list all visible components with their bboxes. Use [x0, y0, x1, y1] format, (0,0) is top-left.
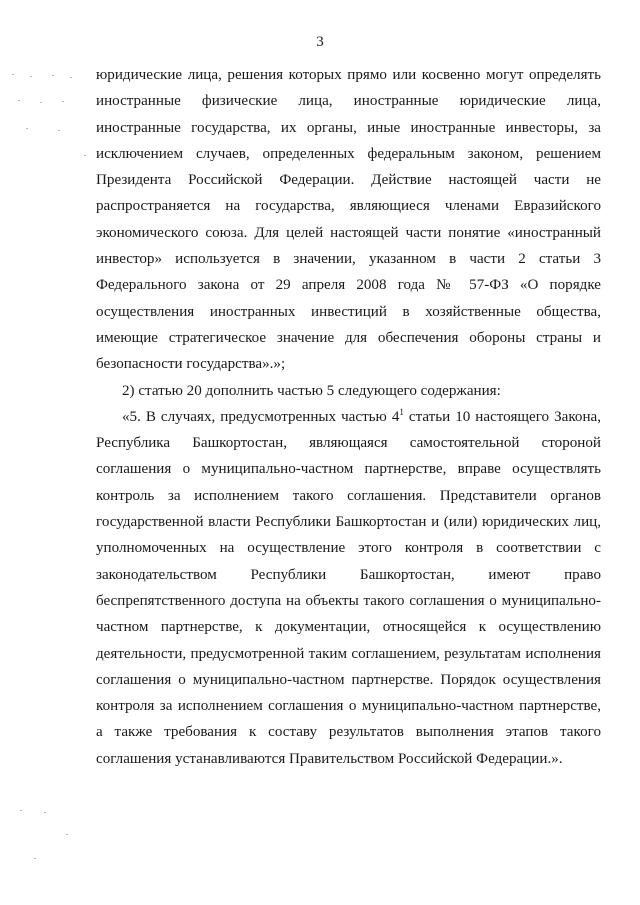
- text-segment: статьи 10 настоящего Закона,: [403, 408, 601, 425]
- text-line: Президента Российской Федерации. Действие настоящей части не: [96, 172, 601, 189]
- scan-speck: [84, 155, 86, 156]
- text-line: иностранные физические лица, иностранные юридические лица,: [96, 93, 601, 110]
- scan-speck: [26, 128, 28, 129]
- scan-speck: [12, 74, 14, 75]
- scan-speck: [52, 75, 54, 76]
- text-line: распространяется на государства, являющиеся членами Евразийского: [96, 198, 601, 215]
- text-line: экономического союза. Для целей настоящей части понятие «иностранный: [96, 224, 601, 241]
- scan-speck: [58, 130, 60, 131]
- text-line: соглашения о муниципально-частном партнерстве, вправе осуществлять: [96, 461, 601, 478]
- text-line: частном партнерстве, к документации, относящейся к осуществлению: [96, 619, 601, 636]
- superscript: 1: [399, 406, 404, 417]
- scan-speck: [44, 812, 46, 813]
- scan-speck: [70, 77, 72, 78]
- paragraph-amendment-item-2: [96, 378, 601, 404]
- text-line: беспрепятственного доступа на объекты такого соглашения о муниципально-: [96, 592, 601, 609]
- text-line: Республика Башкортостан, являющаяся самостоятельной стороной: [96, 435, 601, 452]
- text-line: а также требования к составу результатов выполнения этапов такого: [96, 724, 601, 741]
- text-line: юридические лица, решения которых прямо или косвенно могут определять: [96, 67, 601, 83]
- scan-speck: [66, 834, 68, 835]
- text-segment: «5. В случаях, предусмотренных частью 4: [122, 408, 400, 425]
- scan-speck: [20, 810, 22, 811]
- page-number: 3: [316, 34, 324, 50]
- paragraph-continuation: [96, 62, 601, 378]
- text-line: соглашения о муниципально-частном партнерстве. Порядок осуществления: [96, 671, 601, 688]
- text-line-first: [96, 404, 601, 430]
- text-line: осуществления иностранных инвестиций в хозяйственные общества,: [96, 303, 601, 320]
- text-line: государственной власти Республики Башкортостан и (или) юридических лиц,: [96, 514, 601, 531]
- text-line: исключением случаев, определенных федеральным законом, решением: [96, 145, 601, 162]
- text-line: иностранные государства, их органы, иные иностранные инвесторы, за: [96, 119, 601, 136]
- text-line: соглашения устанавливаются Правительством Российской Федерации.».: [96, 750, 563, 767]
- text-line: имеющие стратегическое значение для обеспечения обороны страны и: [96, 329, 601, 346]
- text-line: инвестор» используется в значении, указанном в части 2 статьи 3: [96, 251, 601, 268]
- text-line: контроль за исполнением такого соглашения. Представители органов: [96, 487, 601, 504]
- text-line: контроля за исполнением соглашения о муниципально-частном партнерстве,: [96, 698, 601, 715]
- scan-speck: [18, 100, 20, 101]
- text-line: законодательством Республики Башкортостан, имеют право: [96, 566, 601, 583]
- scan-speck: [62, 101, 64, 102]
- text-line: уполномоченных на осуществление этого контроля в соответствии с: [96, 540, 601, 557]
- scan-speck: [30, 76, 32, 77]
- scan-speck: [40, 102, 42, 103]
- scan-speck: [34, 858, 36, 859]
- text-line: 2) статью 20 дополнить частью 5 следующего содержания:: [122, 382, 501, 399]
- text-line: деятельности, предусмотренной таким соглашением, результатам исполнения: [96, 645, 601, 662]
- text-line: Федерального закона от 29 апреля 2008 года № 57-ФЗ «О порядке: [96, 277, 601, 294]
- document-body: [96, 62, 601, 772]
- text-line: безопасности государства».»;: [96, 356, 286, 373]
- paragraph-new-part-5: [96, 404, 601, 772]
